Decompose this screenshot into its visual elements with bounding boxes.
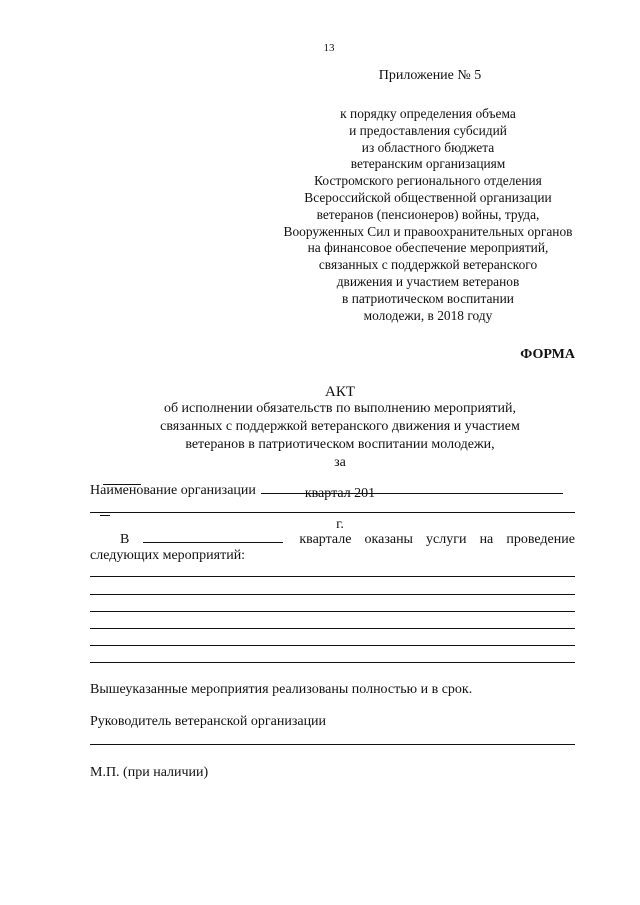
appendix-line: ветеранским организациям [350, 156, 506, 172]
services-word: на [479, 532, 494, 547]
year-blank-field[interactable] [100, 503, 110, 516]
appendix-line: Всероссийской общественной организации [304, 189, 552, 205]
appendix-line: связанных с поддержкой ветеранского [318, 257, 538, 273]
act-title: АКТ [325, 384, 355, 400]
services-word: услуги [426, 532, 467, 547]
form-label: ФОРМА [520, 347, 575, 362]
appendix-line: и предоставления субсидий [349, 122, 507, 138]
appendix-line: на финансовое обеспечение мероприятий, [307, 240, 549, 256]
appendix-line: молодежи, в 2018 году [363, 307, 493, 323]
activities-blank-line[interactable] [90, 576, 575, 577]
services-word: квартале [299, 532, 352, 547]
organization-continuation-line[interactable] [90, 512, 575, 513]
appendix-line: Костромского регионального отделения [314, 173, 542, 189]
appendix-title: Приложение № 5 [378, 68, 482, 83]
activities-blank-line[interactable] [90, 662, 575, 663]
activities-blank-line[interactable] [90, 594, 575, 595]
activities-blank-line[interactable] [90, 611, 575, 612]
organization-name-field[interactable] [261, 481, 563, 494]
organization-row [90, 481, 563, 499]
completion-statement: Вышеуказанные мероприятия реализованы полностью и в срок. [90, 682, 473, 697]
services-word: оказаны [364, 532, 413, 547]
period-prefix: за [334, 455, 346, 470]
services-sentence [299, 532, 575, 548]
services-quarter-field[interactable] [143, 530, 283, 543]
appendix-line: в патриотическом воспитании [342, 290, 514, 306]
stamp-label: М.П. (при наличии) [90, 765, 209, 780]
head-signature-line[interactable] [90, 744, 575, 745]
act-subtitle-line: об исполнении обязательств по выполнению мероприятий, [163, 401, 517, 416]
act-subtitle-line: связанных с поддержкой ветеранского движения и участием [160, 419, 520, 434]
appendix-line: из областного бюджета [361, 139, 495, 155]
period-suffix: г. [336, 517, 344, 532]
period-middle: квартал 201 [304, 486, 376, 501]
services-word: проведение [506, 532, 575, 547]
appendix-line: движения и участием ветеранов [336, 273, 520, 289]
appendix-line: ветеранов (пенсионеров) войны, труда, [316, 206, 540, 222]
activities-blank-line[interactable] [90, 628, 575, 629]
appendix-line: Вооруженных Сил и правоохранительных органов [283, 223, 573, 239]
services-continuation: следующих мероприятий: [90, 548, 246, 563]
head-of-organization-label: Руководитель ветеранской организации [90, 714, 327, 729]
organization-label: Наименование организации [90, 483, 256, 498]
appendix-description [245, 106, 611, 324]
act-subtitle-line: ветеранов в патриотическом воспитании молодежи, [185, 437, 495, 452]
page-number: 13 [323, 42, 335, 54]
appendix-line: к порядку определения объема [340, 106, 516, 121]
services-prefix: В [120, 532, 130, 547]
activities-blank-line[interactable] [90, 645, 575, 646]
services-row [90, 530, 575, 548]
